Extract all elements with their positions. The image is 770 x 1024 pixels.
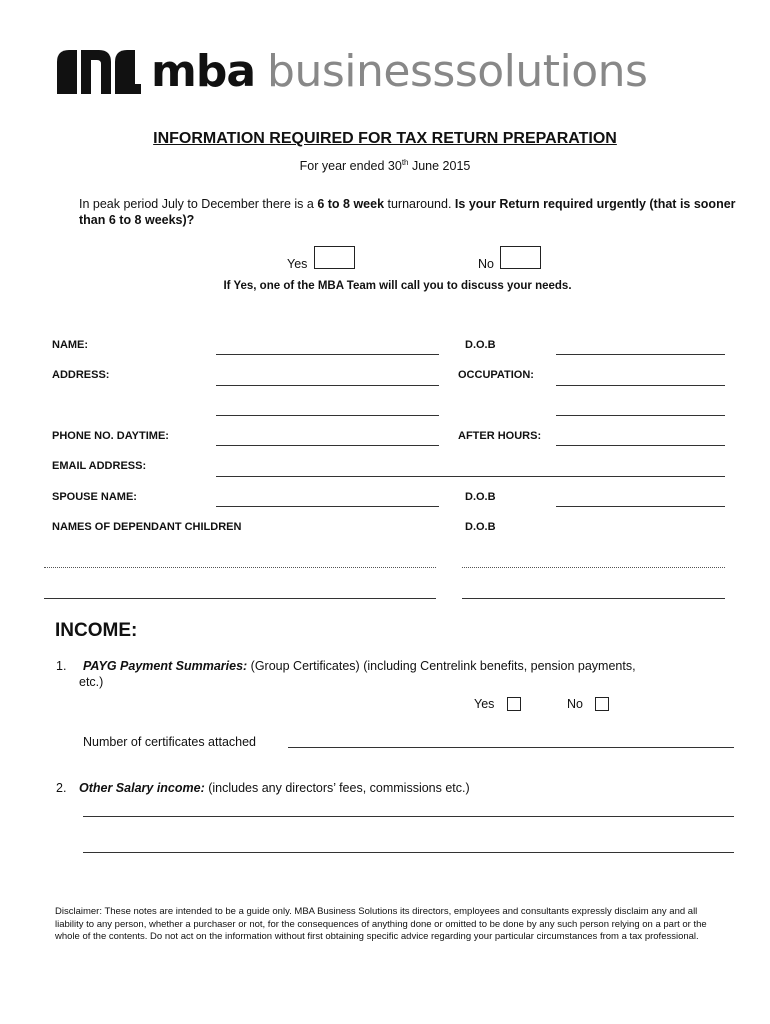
subtitle-post: June 2015 — [408, 159, 471, 174]
after-hours-label: AFTER HOURS: — [458, 430, 542, 442]
dob-label: D.O.B — [465, 339, 496, 351]
subtitle-sup: th — [401, 158, 409, 167]
urgent-no-checkbox[interactable] — [500, 246, 541, 269]
address-label: ADDRESS: — [52, 369, 110, 381]
income-item-1 — [83, 659, 723, 673]
spouse-dob-label: D.O.B — [465, 491, 496, 503]
income-item-2 — [79, 781, 729, 795]
payg-yes-checkbox[interactable] — [507, 697, 521, 711]
income-item-1-text: (Group Certificates) (including Centrelink benefits, pension payments, — [247, 659, 636, 673]
child-name-field-1[interactable] — [44, 567, 436, 568]
after-hours-field[interactable] — [556, 445, 725, 446]
certificates-label: Number of certificates attached — [83, 735, 256, 749]
occupation-field-1[interactable] — [556, 385, 725, 386]
urgent-note: If Yes, one of the MBA Team will call you to discuss your needs. — [223, 280, 572, 292]
other-salary-field-1[interactable] — [83, 816, 734, 817]
name-field[interactable] — [216, 354, 439, 355]
payg-no-checkbox[interactable] — [595, 697, 609, 711]
urgency-text-2: turnaround. — [384, 197, 455, 211]
dob-field[interactable] — [556, 354, 725, 355]
disclaimer: Disclaimer: These notes are intended to be a guide only. MBA Business Solutions its directors, employees and consultants expressly disclaim any and all liability to any person, whether a purchaser or not, for the consequences of anything done or omitted to be done by any such person relying on a part or the whole of the contents. Do not act on the information without first obtaining specific advice regarding your particular circumstances from a tax professional. — [55, 906, 707, 942]
children-label: NAMES OF DEPENDANT CHILDREN — [52, 521, 242, 533]
children-dob-label: D.O.B — [465, 521, 496, 533]
spouse-name-field[interactable] — [216, 506, 439, 507]
name-label: NAME: — [52, 339, 89, 351]
mba-logo-mark-icon — [55, 48, 141, 94]
urgency-text-1: In peak period July to December there is a — [79, 197, 318, 211]
page-title: INFORMATION REQUIRED FOR TAX RETURN PREPARATION — [153, 130, 617, 147]
urgency-turnaround: 6 to 8 week — [317, 197, 385, 211]
logo-brand-mba: mba — [151, 46, 256, 97]
child-name-field-2[interactable] — [44, 598, 436, 599]
income-item-2-title: Other Salary income: — [79, 781, 205, 795]
payg-yes-label: Yes — [474, 697, 495, 711]
occupation-field-2[interactable] — [556, 415, 725, 416]
spouse-name-label: SPOUSE NAME: — [52, 491, 137, 503]
phone-daytime-label: PHONE NO. DAYTIME: — [52, 430, 169, 442]
income-item-2-number: 2. — [56, 781, 67, 795]
payg-no-label: No — [567, 697, 583, 711]
company-logo — [55, 44, 648, 97]
urgent-yes-label: Yes — [287, 257, 308, 271]
email-label: EMAIL ADDRESS: — [52, 460, 147, 472]
address-field-2[interactable] — [216, 415, 439, 416]
urgent-no-label: No — [478, 257, 494, 271]
income-heading: INCOME: — [55, 620, 138, 641]
child-dob-field-1[interactable] — [462, 567, 725, 568]
child-dob-field-2[interactable] — [462, 598, 725, 599]
income-item-1-text-2: etc.) — [79, 675, 104, 689]
phone-daytime-field[interactable] — [216, 445, 439, 446]
income-item-2-text: (includes any directors’ fees, commissions etc.) — [204, 781, 470, 795]
subtitle-pre: For year ended 30 — [299, 159, 402, 174]
email-field[interactable] — [216, 476, 725, 477]
page-subtitle — [0, 158, 770, 173]
spouse-dob-field[interactable] — [556, 506, 725, 507]
logo-brand-businesssolutions: businesssolutions — [267, 46, 648, 97]
income-item-1-number: 1. — [56, 659, 67, 673]
urgency-question — [79, 196, 739, 228]
urgency-question-bold: Is your Return required urgently (that is sooner than 6 to 8 weeks)? — [79, 197, 736, 227]
occupation-label: OCCUPATION: — [458, 369, 534, 381]
certificates-field[interactable] — [288, 747, 734, 748]
address-field-1[interactable] — [216, 385, 439, 386]
income-item-1-title: PAYG Payment Summaries: — [83, 659, 248, 673]
other-salary-field-2[interactable] — [83, 852, 734, 853]
urgent-yes-checkbox[interactable] — [314, 246, 355, 269]
